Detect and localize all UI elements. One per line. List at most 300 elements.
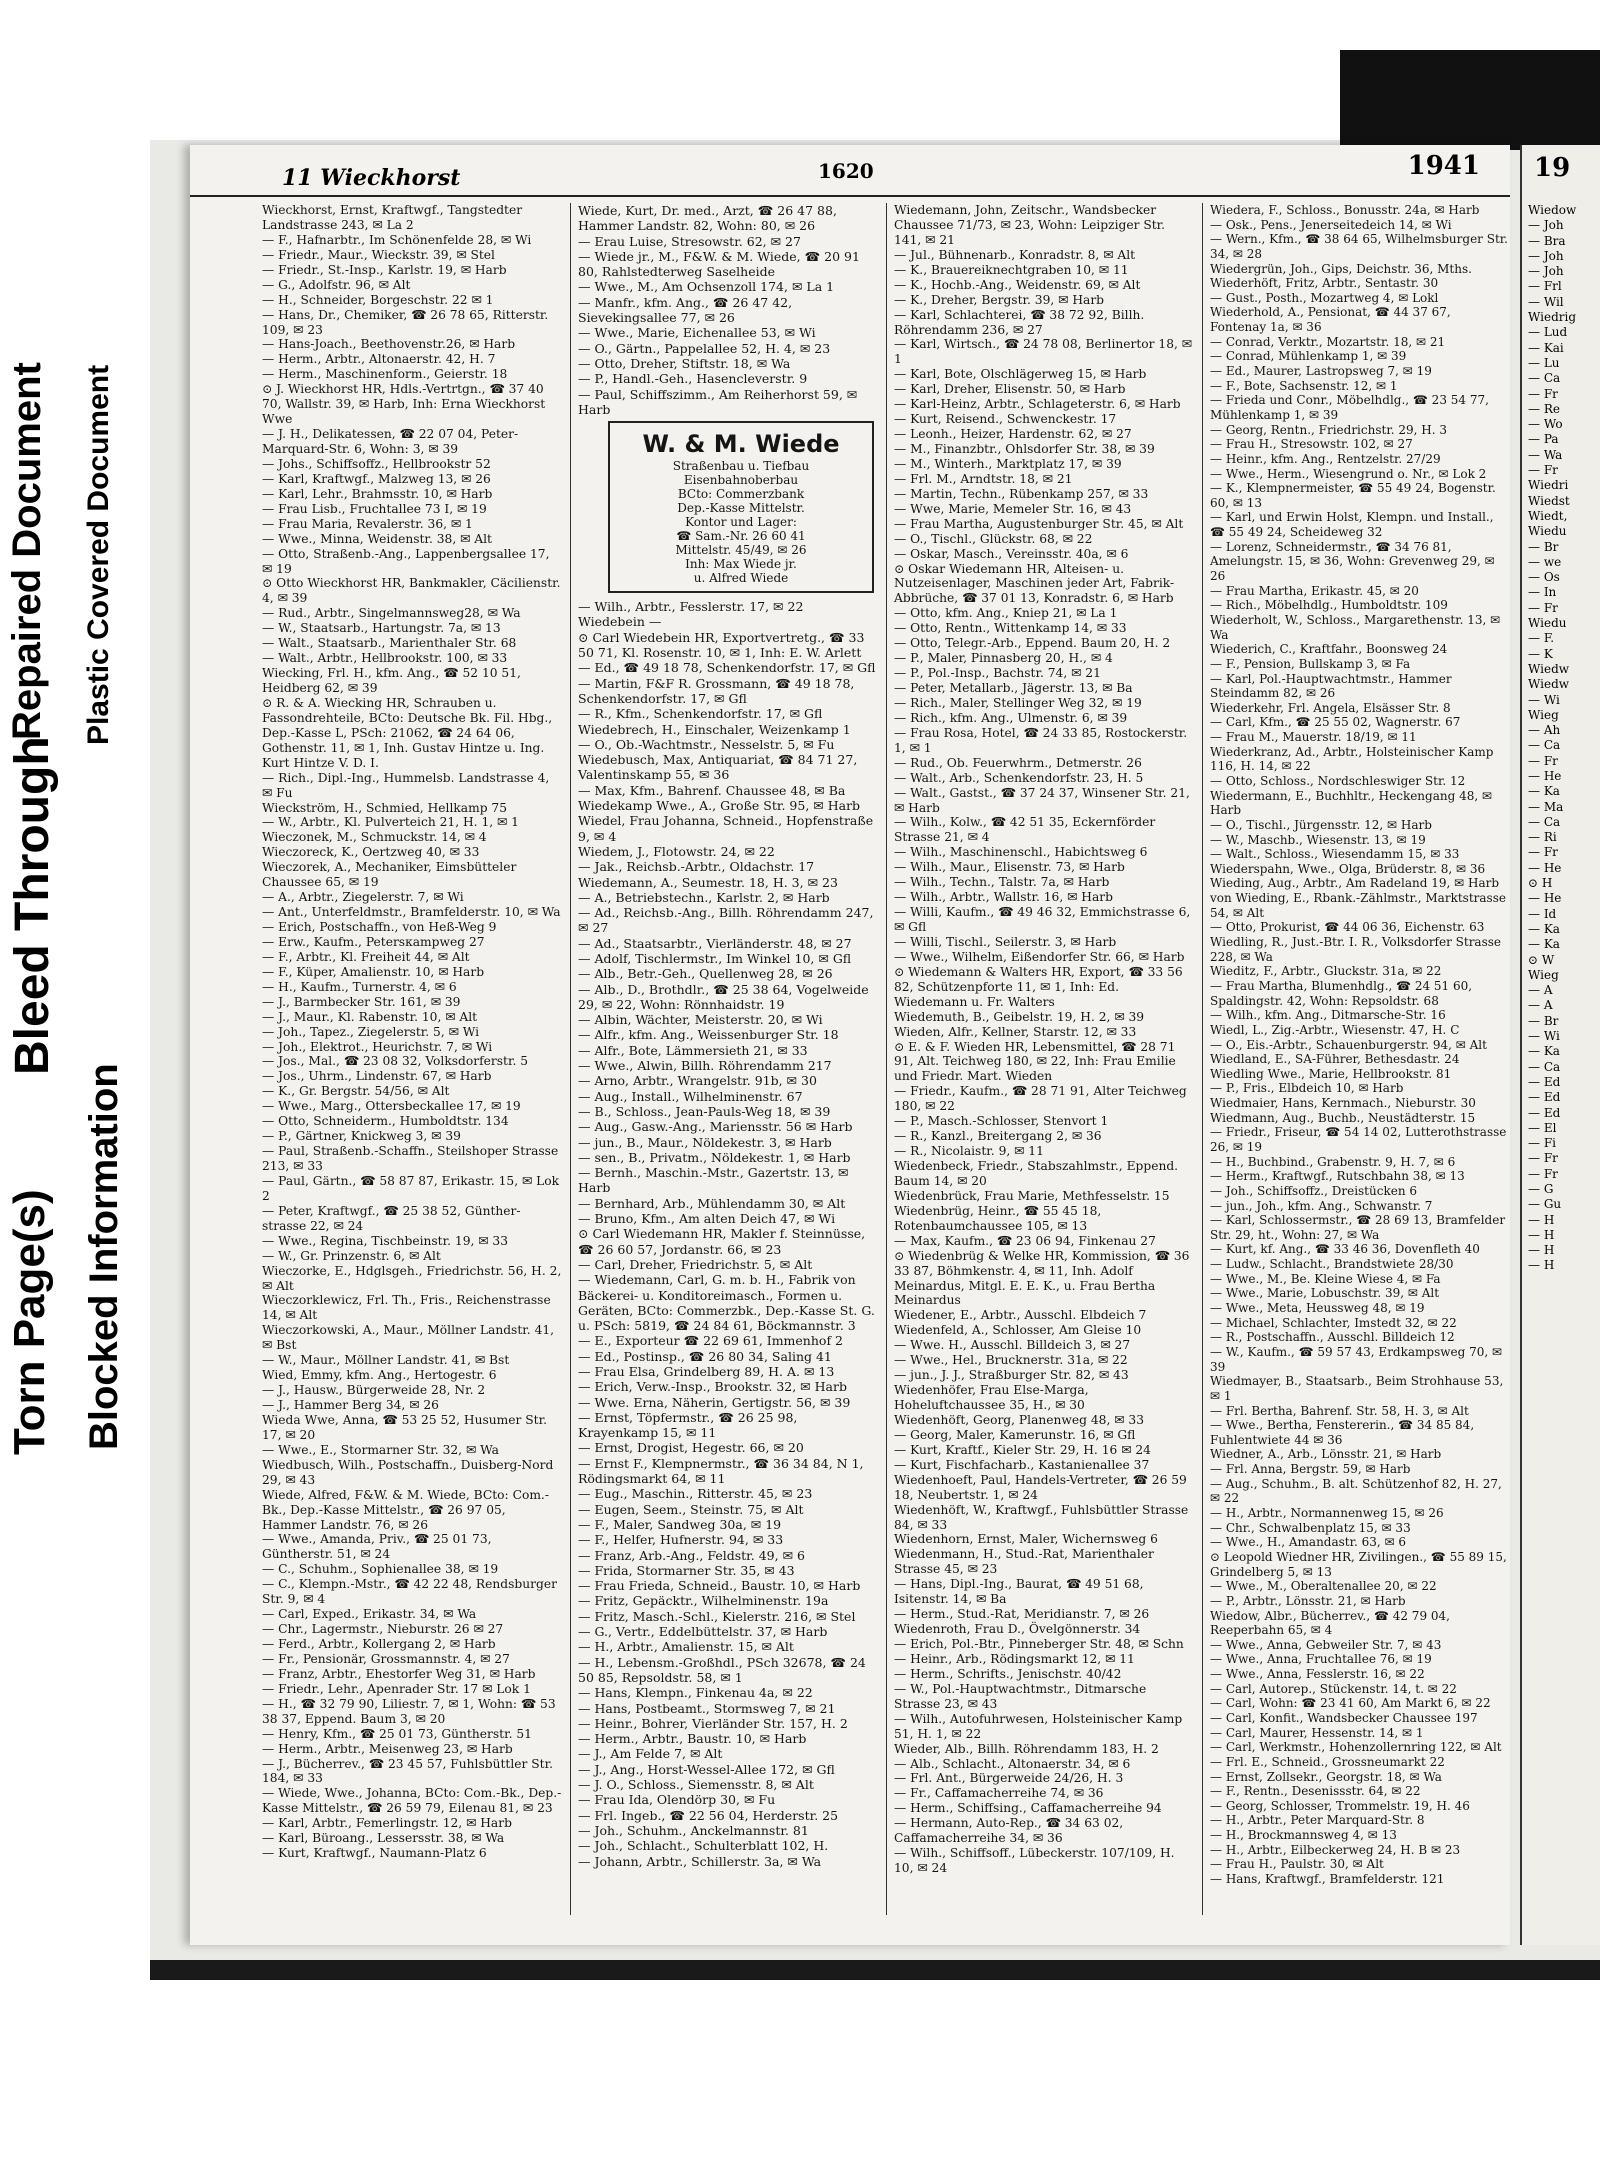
directory-entry: Wiederhöft, Fritz, Arbtr., Sentastr. 30: [1210, 276, 1439, 291]
directory-entry: — O., Gärtn., Pappelallee 52, H. 4, ✉ 23: [578, 340, 831, 356]
directory-entry: — W., Pol.-Hauptwachtmstr., Ditmarsche Strasse 23, ✉ 43: [894, 1681, 1147, 1711]
directory-entry: — Johann, Arbtr., Schillerstr. 3a, ✉ Wa: [578, 1853, 822, 1869]
directory-entry: — Alb., Schlacht., Altonaerstr. 34, ✉ 6: [894, 1756, 1131, 1771]
directory-entry: — Walt., Arbtr., Hellbrookstr. 100, ✉ 33: [262, 651, 508, 666]
directory-entry: — Frieda und Conr., Möbelhdlg., ☎ 23 54 77, Mühlenkamp 1, ✉ 39: [1210, 393, 1489, 422]
directory-entry: — O., Tischl., Jürgensstr. 12, ✉ Harb: [1210, 817, 1432, 832]
directory-entry: Wiedmayer, B., Staatsarb., Beim Strohhause 53, ✉ 1: [1210, 1374, 1504, 1403]
directory-entry: — K., Brauereiknechtgraben 10, ✉ 11: [894, 262, 1129, 277]
directory-entry: — Frau Martha, Blumenhdlg., ☎ 24 51 60, Spaldingstr. 42, Wohn: Repsoldstr. 68: [1210, 978, 1473, 1008]
adjacent-page-line: — Lu: [1528, 355, 1560, 370]
directory-entry: — Wwe., Anna, Fesslerstr. 16, ✉ 22: [1210, 1667, 1425, 1682]
directory-entry: — Wwe., Amanda, Priv., ☎ 25 01 73, Güntherstr. 51, ✉ 24: [262, 1532, 492, 1562]
directory-entry: — Walt., Schloss., Wiesendamm 15, ✉ 33: [1210, 847, 1460, 862]
directory-entry: Wieding, Aug., Arbtr., Am Radeland 19, ✉ Harb: [1210, 876, 1500, 891]
directory-entry: — Wwe, Marie, Memeler Str. 16, ✉ 43: [894, 501, 1132, 516]
adjacent-page-line: — H: [1528, 1258, 1555, 1273]
advertisement-box: [608, 421, 874, 593]
directory-entry: — Michael, Schlachter, Imstedt 32, ✉ 22: [1210, 1315, 1457, 1330]
advertisement-line: Straßenbau u. Tiefbau: [672, 459, 810, 474]
directory-entry: Wiecking, Frl. H., kfm. Ang., ☎ 52 10 51, Heidberg 62, ✉ 39: [262, 666, 521, 695]
directory-entry: — Georg, Rentn., Friedrichstr. 29, H. 3: [1210, 422, 1447, 437]
directory-entry: — Carl, Dreher, Friedrichstr. 5, ✉ Alt: [578, 1256, 813, 1272]
directory-entry: — Willi, Kaufm., ☎ 49 46 32, Emmichstrasse 6, ✉ Gfl: [894, 905, 1191, 934]
directory-entry: Wiederholt, W., Schloss., Margarethenstr. 13, ✉ Wa: [1210, 612, 1501, 642]
directory-entry: Wiedemann, A., Seumestr. 18, H. 3, ✉ 23: [578, 874, 838, 890]
directory-entry: — Peter, Metallarb., Jägerstr. 13, ✉ Ba: [894, 681, 1133, 695]
directory-entry: — Aug., Gasw.-Ang., Mariensstr. 56 ✉ Harb: [578, 1119, 853, 1135]
directory-entry: Wieckhorst, Ernst, Kraftwgf., Tangstedter Landstrasse 243, ✉ La 2: [262, 203, 523, 232]
directory-entry: — Carl, Kfm., ☎ 25 55 02, Wagnerstr. 67: [1210, 715, 1461, 730]
directory-entry: — P., Masch.-Schlosser, Stenvort 1: [894, 1114, 1109, 1129]
directory-entry: — Otto, Prokurist, ☎ 44 06 36, Eichenstr. 63: [1210, 920, 1485, 935]
directory-entry: — Wwe., M., Be. Kleine Wiese 4, ✉ Fa: [1210, 1271, 1441, 1286]
directory-entry: — Bernhard, Arb., Mühlendamm 30, ✉ Alt: [578, 1195, 846, 1211]
adjacent-page-line: — Ed: [1528, 1074, 1561, 1089]
directory-entry: — Peter, Kraftwgf., ☎ 25 38 52, Günther-strasse 22, ✉ 24: [262, 1203, 521, 1233]
adjacent-page-line: — El: [1528, 1120, 1557, 1135]
adjacent-page-line: — Ri: [1528, 830, 1557, 845]
column-2: [578, 203, 878, 1869]
directory-entry: — M., Winterh., Marktplatz 17, ✉ 39: [894, 456, 1122, 471]
scan-edge-top-right: [1340, 50, 1600, 150]
directory-entry: Wieczoreck, K., Oertzweg 40, ✉ 33: [262, 845, 480, 860]
directory-entry: — Kurt, kf. Ang., ☎ 33 46 36, Dovenfleth 40: [1210, 1242, 1480, 1257]
directory-entry: — Joh., Schuhm., Anckelmannstr. 81: [578, 1822, 809, 1838]
directory-entry: — P., Handl.-Geh., Hasencleverstr. 9: [578, 371, 808, 387]
directory-entry: — Ernst, Töpfermstr., ☎ 26 25 98, Krayenkamp 15, ✉ 11: [578, 1409, 798, 1441]
directory-entry: Wiederhold, A., Pensionat, ☎ 44 37 67, Fontenay 1a, ✉ 36: [1210, 305, 1451, 335]
directory-entry: — H., Brockmannsweg 4, ✉ 13: [1210, 1828, 1397, 1843]
directory-entry: — Frau Rosa, Hotel, ☎ 24 33 85, Rostockerstr. 1, ✉ 1: [894, 725, 1188, 755]
directory-entry: ⊙ Carl Wiedebein HR, Exportvertretg., ☎ 33 50 71, Kl. Rosenstr. 10, ✉ 1, Inh: E. W. Arlett: [578, 629, 865, 661]
directory-entry: Wied, Emmy, kfm. Ang., Hertogestr. 6: [262, 1368, 497, 1383]
directory-entry: Wiedenhöft, Georg, Planenweg 48, ✉ 33: [894, 1412, 1145, 1427]
adjacent-page-line: — Ah: [1528, 723, 1561, 738]
adjacent-page-line: — Ca: [1528, 371, 1561, 386]
adjacent-page-line: — Os: [1528, 570, 1560, 585]
directory-entry: Wiedling Wwe., Marie, Hellbrookstr. 81: [1210, 1066, 1452, 1081]
directory-entry: — F., Bote, Sachsenstr. 12, ✉ 1: [1210, 378, 1398, 393]
directory-entry: ⊙ E. & F. Wieden HR, Lebensmittel, ☎ 28 71 91, Alt. Teichweg 180, ✉ 22, Inh: Frau Emilie und Friedr. Mart. Wieden: [894, 1039, 1176, 1084]
adjacent-page-line: — A: [1528, 983, 1553, 998]
directory-entry: — Otto, Rentn., Wittenkamp 14, ✉ 33: [894, 621, 1127, 636]
directory-entry: — Jak., Reichsb.-Arbtr., Oldachstr. 17: [578, 859, 815, 875]
directory-entry: — Herm., Stud.-Rat, Meridianstr. 7, ✉ 26: [894, 1607, 1150, 1622]
adjacent-page-fragment: [1520, 145, 1600, 1945]
directory-entry: — Kurt, Kraftf., Kieler Str. 29, H. 16 ✉ 24: [894, 1442, 1151, 1457]
adjacent-page-line: — Fr: [1528, 1151, 1558, 1166]
directory-entry: ⊙ Wiedenbrüg & Welke HR, Kommission, ☎ 36 33 87, Böhmkenstr. 4, ✉ 11, Inh. Adolf Meinardus, Mitgl. E. E. K., u. Frau Bertha Meinardus: [894, 1248, 1190, 1308]
directory-entry: — Wwe., Herm., Wiesengrund o. Nr., ✉ Lok 2: [1210, 466, 1487, 481]
directory-entry: Wiedemann, John, Zeitschr., Wandsbecker Chaussee 71/73, ✉ 23, Wohn: Leipziger Str. 141, ✉ 21: [894, 203, 1166, 247]
directory-entry: Wieczonek, M., Schmuckstr. 14, ✉ 4: [262, 830, 487, 845]
adjacent-page-line: Wiedst: [1528, 493, 1570, 508]
directory-entry: — Carl, Konfit., Wandsbecker Chaussee 197: [1210, 1710, 1478, 1725]
directory-entry: — Rich., Möbelhdlg., Humboldtstr. 109: [1210, 598, 1448, 613]
directory-entry: Wiede, Alfred, F&W. & M. Wiede, BCto: Com.-Bk., Dep.-Kasse Mittelstr., ☎ 26 97 05, Hammer Landstr. 76, ✉ 26: [262, 1487, 549, 1532]
directory-entry: — Erich, Verw.-Insp., Brookstr. 32, ✉ Harb: [578, 1379, 847, 1395]
adjacent-page-line: — H: [1528, 1212, 1555, 1227]
directory-entry: — Wilh., Autofuhrwesen, Holsteinischer Kamp 51, H. 1, ✉ 22: [894, 1711, 1183, 1741]
directory-entry: Wiedenhorn, Ernst, Maler, Wichernsweg 6: [894, 1532, 1158, 1547]
page-number: 1620: [818, 159, 874, 183]
column-rule: [1202, 203, 1203, 1915]
advertisement-line: ☎ Sam.-Nr. 26 60 41: [676, 529, 806, 544]
directory-entry: — Walt., Arb., Schenkendorfstr. 23, H. 5: [894, 770, 1144, 785]
page-header: [190, 145, 1510, 197]
directory-entry: — Karl, Büroang., Lessersstr. 38, ✉ Wa: [262, 1831, 505, 1846]
directory-entry: — F., Pension, Bullskamp 3, ✉ Fa: [1210, 656, 1411, 671]
directory-entry: ⊙ Leopold Wiedner HR, Zivilingen., ☎ 55 89 15, Grindelberg 5, ✉ 13: [1210, 1549, 1507, 1579]
adjacent-page-line: — Wi: [1528, 1029, 1560, 1044]
directory-entry: — M., Finanzbtr., Ohlsdorfer Str. 38, ✉ 39: [894, 442, 1155, 456]
directory-entry: — Frl. M., Arndtstr. 18, ✉ 21: [894, 471, 1073, 486]
directory-entry: — Bruno, Kfm., Am alten Deich 47, ✉ Wi: [578, 1211, 836, 1227]
directory-entry: Wieden, Alfr., Kellner, Starstr. 12, ✉ 33: [894, 1024, 1137, 1039]
adjacent-page-line: — Ka: [1528, 937, 1560, 952]
directory-entry: — Erw., Kaufm., Petersкampweg 27: [262, 934, 485, 949]
directory-entry: — Herm., Maschinenform., Geierstr. 18: [262, 367, 508, 382]
directory-entry: — Karl, Dreher, Elisenstr. 50, ✉ Harb: [894, 382, 1126, 397]
directory-entry: Wiedemuth, B., Geibelstr. 19, H. 2, ✉ 39: [894, 1009, 1145, 1024]
directory-entry: Wiedenmann, H., Stud.-Rat, Marienthaler Strasse 45, ✉ 23: [894, 1547, 1154, 1577]
adjacent-page-line: Wiedu: [1528, 616, 1567, 631]
directory-entry: — Arno, Arbtr., Wrangelstr. 91b, ✉ 30: [578, 1073, 817, 1089]
directory-entry: — F., Küper, Amalienstr. 10, ✉ Harb: [262, 964, 485, 979]
adjacent-page-line: — Frl: [1528, 279, 1562, 294]
adjacent-page-line: Wiedw: [1528, 677, 1570, 692]
directory-entry: Wiedenhöft, W., Kraftwgf., Fuhlsbüttler Strasse 84, ✉ 33: [894, 1502, 1189, 1532]
adjacent-page-line: — Wi: [1528, 692, 1560, 707]
directory-entry: — Hans, Dr., Chemiker, ☎ 26 78 65, Ritterstr. 109, ✉ 23: [262, 307, 549, 337]
directory-entry: — Wwe., Marg., Ottersbeckallee 17, ✉ 19: [262, 1099, 521, 1114]
directory-entry: — O., Tischl., Glückstr. 68, ✉ 22: [894, 531, 1093, 546]
directory-entry: — Frau H., Stresowstr. 102, ✉ 27: [1210, 437, 1413, 452]
directory-entry: — Ernst, Drogist, Hegestr. 66, ✉ 20: [578, 1440, 804, 1456]
directory-entry: — R., Nicolaistr. 9, ✉ 11: [894, 1144, 1044, 1159]
directory-entry: — jun., B., Maur., Nöldekestr. 3, ✉ Harb: [578, 1134, 832, 1150]
directory-entry: — J. O., Schloss., Siemensstr. 8, ✉ Alt: [578, 1777, 814, 1793]
directory-entry: — Frl. Ant., Bürgerweide 24/26, H. 3: [894, 1771, 1124, 1786]
directory-entry: Wiedenbrüg, Heinr., ☎ 55 45 18, Rotenbaumchaussee 105, ✉ 13: [894, 1203, 1102, 1233]
directory-entry: — H., Kaufm., Turnerstr. 4, ✉ 6: [262, 979, 457, 994]
directory-entry: — W., Kaufm., ☎ 59 57 43, Erdkampsweg 70, ✉ 39: [1210, 1344, 1503, 1374]
directory-entry: — W., Gr. Prinzenstr. 6, ✉ Alt: [262, 1248, 441, 1263]
directory-entry: — Wwe., Anna, Gebweiler Str. 7, ✉ 43: [1210, 1637, 1442, 1652]
adjacent-page-line: — Joh: [1528, 218, 1564, 233]
directory-entry: — W., Staatsarb., Hartungstr. 7a, ✉ 13: [262, 621, 501, 636]
directory-entry: ⊙ J. Wieckhorst HR, Hdls.-Vertrtgn., ☎ 37 40 70, Wallstr. 39, ✉ Harb, Inh: Erna Wieckhorst Wwe: [262, 382, 546, 427]
adjacent-page-line: Wiedow: [1528, 203, 1577, 217]
directory-entry: — Jul., Bühnenarb., Konradstr. 8, ✉ Alt: [894, 247, 1136, 262]
directory-entry: Wiederkehr, Frl. Angela, Elsässer Str. 8: [1210, 700, 1451, 715]
directory-entry: — Wwe., Hel., Brucknerstr. 31a, ✉ 22: [894, 1353, 1128, 1368]
directory-entry: Wiedenhöfer, Frau Else-Marga, Hoheluftchaussee 35, H., ✉ 30: [894, 1383, 1089, 1412]
directory-entry: — Martin, Techn., Rübenkamp 257, ✉ 33: [894, 486, 1149, 501]
directory-entry: — Ad., Staatsarbtr., Vierländerstr. 48, ✉ 27: [578, 935, 852, 951]
directory-entry: — W., Maur., Möllner Landstr. 41, ✉ Bst: [262, 1353, 510, 1368]
directory-entry: — R., Kfm., Schenkendorfstr. 17, ✉ Gfl: [578, 706, 823, 722]
directory-entry: — Jos., Mal., ☎ 23 08 32, Volksdorferstr. 5: [262, 1054, 529, 1069]
directory-entry: — Ad., Reichsb.-Ang., Billh. Röhrendamm 247, ✉ 27: [578, 905, 874, 936]
directory-entry: — Wwe., Meta, Heussweg 48, ✉ 19: [1210, 1301, 1425, 1316]
directory-entry: — Alb., Betr.-Geh., Quellenweg 28, ✉ 26: [578, 966, 833, 982]
adjacent-page-line: — Ka: [1528, 784, 1560, 799]
directory-entry: — P., Pol.-Insp., Bachstr. 74, ✉ 21: [894, 666, 1101, 681]
directory-entry: — Otto, kfm. Ang., Kniep 21, ✉ La 1: [894, 606, 1118, 621]
directory-entry: — Wwe., Minna, Weidenstr. 38, ✉ Alt: [262, 531, 492, 546]
directory-entry: — Hans-Joach., Beethovenstr.26, ✉ Harb: [262, 337, 516, 352]
directory-entry: — jun., Joh., kfm. Ang., Schwanstr. 7: [1210, 1198, 1433, 1213]
directory-entry: — Karl, Bote, Olschlägerweg 15, ✉ Harb: [894, 367, 1147, 382]
directory-entry: — Karl, und Erwin Holst, Klempn. und Install., ☎ 55 49 24, Scheideweg 32: [1210, 510, 1494, 540]
directory-entry: Wieczorek, A., Mechaniker, Eimsbütteler Chaussee 65, ✉ 19: [262, 860, 517, 890]
adjacent-page-line: — Ca: [1528, 814, 1561, 829]
directory-entry: Wiedekamp Wwe., A., Große Str. 95, ✉ Harb: [578, 798, 861, 814]
directory-entry: — Friedr., Maur., Wieckstr. 39, ✉ Stel: [262, 247, 495, 262]
adjacent-page-lines: [1522, 203, 1576, 1274]
adjacent-page-line: — He: [1528, 768, 1562, 783]
directory-entry: ⊙ Wiedemann & Walters HR, Export, ☎ 33 56 82, Schützenpforte 11, ✉ 1, Inh: Ed. Wiedemann u. Fr. Walters: [894, 964, 1183, 1009]
directory-entry: — Frau H., Paulstr. 30, ✉ Alt: [1210, 1857, 1384, 1872]
directory-entry: — C., Schuhm., Sophienallee 38, ✉ 19: [262, 1562, 499, 1577]
directory-entry: — Rud., Ob. Feuerwhrm., Detmerstr. 26: [894, 755, 1142, 770]
adjacent-page-line: — Ed: [1528, 1105, 1561, 1120]
directory-entry: — Paul, Gärtn., ☎ 58 87 87, Erikastr. 15, ✉ Lok 2: [262, 1173, 560, 1203]
directory-entry: — Herm., Arbtr., Altonaerstr. 42, H. 7: [262, 352, 496, 367]
directory-entry: Wiedmaier, Hans, Kernmach., Nieburstr. 30: [1210, 1096, 1476, 1111]
directory-entry: — Frl. E., Schneid., Grossneumarkt 22: [1210, 1754, 1445, 1769]
directory-entry: Wiedel, Frau Johanna, Schneid., Hopfenstraße 9, ✉ 4: [578, 813, 874, 844]
advertisement-line: Dep.-Kasse Mittelstr.: [677, 501, 805, 516]
directory-entry: — F., Maler, Sandweg 30a, ✉ 19: [578, 1516, 782, 1532]
directory-entry: — Ant., Unterfeldmstr., Bramfelderstr. 10, ✉ Wa: [262, 905, 561, 920]
directory-entry: — H., Arbtr., Eilbeckerweg 24, H. B ✉ 23: [1210, 1842, 1461, 1857]
adjacent-page-line: — Fr: [1528, 463, 1558, 478]
adjacent-page-line: — He: [1528, 860, 1562, 875]
directory-entry: — Walt., Staatsarb., Marienthaler Str. 68: [262, 636, 517, 651]
adjacent-page-line: — Gu: [1528, 1197, 1562, 1212]
directory-entry: von Wieding, E., Rbank.-Zählmstr., Marktstrasse 54, ✉ Alt: [1210, 891, 1506, 920]
adjacent-page-line: Wiedrig: [1528, 310, 1576, 325]
directory-entry: — Wwe., E., Stormarner Str. 32, ✉ Wa: [262, 1442, 499, 1457]
directory-entry: — Herm., Arbtr., Baustr. 10, ✉ Harb: [578, 1731, 807, 1747]
directory-entry: — P., Gärtner, Knickweg 3, ✉ 39: [262, 1129, 461, 1144]
directory-entry: — Manfr., kfm. Ang., ☎ 26 47 42, Sievekingsallee 77, ✉ 26: [578, 294, 793, 326]
directory-entry: — Joh., Schiffsoffz., Dreistücken 6: [1210, 1183, 1418, 1198]
label-plastic-covered-document: Plastic Covered Document: [82, 364, 115, 745]
directory-entry: — Friedr., St.-Insp., Karlstr. 19, ✉ Harb: [262, 262, 507, 277]
directory-entry: — Conrad, Mühlenkamp 1, ✉ 39: [1210, 349, 1407, 364]
directory-entry: Wiederkranz, Ad., Arbtr., Holsteinischer Kamp 116, H. 14, ✉ 22: [1210, 744, 1494, 774]
directory-entry: — R., Postschaffn., Ausschl. Billdeich 12: [1210, 1330, 1455, 1345]
column-rule: [570, 203, 571, 1915]
advertisement-line: Mittelstr. 45/49, ✉ 26: [675, 543, 807, 558]
directory-entry: Wiedebusch, Max, Antiquariat, ☎ 84 71 27, Valentinskamp 55, ✉ 36: [578, 752, 858, 783]
directory-entry: Wiedenbrück, Frau Marie, Methfesselstr. 15: [894, 1188, 1170, 1203]
directory-entry: — Max, Kaufm., ☎ 23 06 94, Finkenau 27: [894, 1233, 1156, 1248]
directory-entry: — J., Hammer Berg 34, ✉ 26: [262, 1398, 439, 1412]
directory-entry: — Frida, Stormarner Str. 35, ✉ 43: [578, 1562, 795, 1578]
directory-entry: — Wilh., Schiffsoff., Lübeckerstr. 107/109, H. 10, ✉ 24: [894, 1846, 1175, 1876]
directory-entry: — Ferd., Arbtr., Kollergang 2, ✉ Harb: [262, 1637, 496, 1651]
adjacent-page-line: — H: [1528, 1243, 1555, 1258]
directory-entry: — Otto, Dreher, Stiftstr. 18, ✉ Wa: [578, 355, 791, 371]
directory-entry: — Frau Frieda, Schneid., Baustr. 10, ✉ Harb: [578, 1578, 861, 1594]
label-bleed-through: Bleed Through: [6, 736, 59, 1075]
adjacent-page-line: — Br: [1528, 1013, 1559, 1028]
directory-entry: — Carl, Exped., Erikastr. 34, ✉ Wa: [262, 1607, 477, 1622]
directory-entry: — Fr., Pensionär, Grossmannstr. 4, ✉ 27: [262, 1651, 510, 1666]
adjacent-page-line: — Fr: [1528, 753, 1558, 768]
directory-entry: — Frau Elsa, Grindelberg 89, H. A. ✉ 13: [578, 1364, 835, 1379]
adjacent-page-line: ⊙ W: [1528, 952, 1555, 967]
directory-entry: — Otto, Telegr.-Arb., Eppend. Baum 20, H. 2: [894, 636, 1171, 651]
directory-entry: — Karl, Arbtr., Femerlingstr. 12, ✉ Harb: [262, 1816, 512, 1831]
directory-entry: — Alb., D., Brothdlr., ☎ 25 38 64, Vogelweide 29, ✉ 22, Wohn: Rönnhaidstr. 19: [578, 981, 869, 1012]
directory-entry: — W., Arbtr., Kl. Pulverteich 21, H. 1, ✉ 1: [262, 815, 519, 830]
directory-entry: — Georg, Schlosser, Trommelstr. 19, H. 46: [1210, 1798, 1470, 1813]
adjacent-page-line: — Bra: [1528, 233, 1566, 248]
adjacent-page-line: — Fr: [1528, 1166, 1558, 1181]
directory-entry: — Franz, Arb.-Ang., Feldstr. 49, ✉ 6: [578, 1547, 805, 1563]
directory-entry: — Wwe., Regina, Tischbeinstr. 19, ✉ 33: [262, 1233, 509, 1248]
directory-entry: — Rud., Arbtr., Singelmannsweg28, ✉ Wa: [262, 606, 521, 621]
directory-entry: — Frau Ida, Olendörp 30, ✉ Fu: [578, 1792, 776, 1808]
directory-entry: — Kurt, Fischfacharb., Kastanienallee 37: [894, 1457, 1150, 1472]
directory-entry: — Wilh., Arbtr., Fesslerstr. 17, ✉ 22: [578, 599, 804, 615]
directory-entry: Wiedenroth, Frau D., Övelgönnerstr. 34: [894, 1622, 1141, 1637]
directory-entry: — Karl, Wirtsch., ☎ 24 78 08, Berlinertor 18, ✉ 1: [894, 337, 1193, 367]
adjacent-page-line: — Wil: [1528, 294, 1564, 309]
directory-entry: Wiedener, E., Arbtr., Ausschl. Elbdeich 7: [894, 1308, 1147, 1323]
directory-entry: — Otto, Schneiderm., Humboldtstr. 134: [262, 1114, 509, 1129]
directory-entry: — Karl, Schlossermstr., ☎ 28 69 13, Bramfelder Str. 29, ht., Wohn: 27, ✉ Wa: [1210, 1213, 1506, 1242]
directory-entry: — Otto, Schloss., Nordschleswiger Str. 12: [1210, 773, 1466, 788]
column-3: [894, 203, 1194, 1876]
advertisement-line: u. Alfred Wiede: [693, 571, 789, 586]
directory-page: [190, 145, 1510, 1945]
directory-entry: Wiedem, J., Flotowstr. 24, ✉ 22: [578, 843, 775, 859]
directory-entry: — Frl. Ingeb., ☎ 22 56 04, Herderstr. 25: [578, 1807, 839, 1823]
directory-entry: — Karl, Pol.-Hauptwachtmstr., Hammer Steindamm 82, ✉ 26: [1210, 671, 1452, 701]
directory-entry: Wiederspahn, Wwe., Olga, Brüderstr. 8, ✉ 36: [1210, 861, 1486, 876]
directory-entry: — Friedr., Lehr., Apenrader Str. 17 ✉ Lok 1: [262, 1681, 531, 1696]
directory-entry: — Carl, Werkmstr., Hohenzollernring 122, ✉ Alt: [1210, 1740, 1502, 1755]
adjacent-page-line: ⊙ H: [1528, 876, 1553, 891]
column-1: [262, 203, 562, 1861]
directory-entry: — H., Arbtr., Normannenweg 15, ✉ 26: [1210, 1506, 1444, 1521]
directory-entry: — E., Exporteur ☎ 22 69 61, Immenhof 2: [578, 1333, 843, 1349]
directory-entry: — O., Eis.-Arbtr., Schauenburgerstr. 94, ✉ Alt: [1210, 1037, 1487, 1052]
directory-entry: — H., ☎ 32 79 90, Liliestr. 7, ✉ 1, Wohn: ☎ 53 38 37, Eppend. Baum 3, ✉ 20: [262, 1696, 556, 1726]
directory-entry: — Aug., Install., Wilhelminenstr. 67: [578, 1088, 803, 1104]
adjacent-page-line: — Kai: [1528, 340, 1564, 355]
directory-entry: — Ed., Maurer, Lastropsweg 7, ✉ 19: [1210, 364, 1432, 379]
directory-entry: — Wwe., Anna, Fruchtallee 76, ✉ 19: [1210, 1652, 1432, 1667]
advertisement-line: Eisenbahnoberbau: [683, 473, 799, 488]
directory-entry: — Ludw., Schlacht., Brandstwiete 28/30: [1210, 1257, 1454, 1272]
directory-entry: Wiedermann, E., Buchhltr., Heckengang 48, ✉ Harb: [1210, 788, 1493, 818]
adjacent-page-line: — Fr: [1528, 386, 1558, 401]
directory-entry: — Frl. Anna, Bergstr. 59, ✉ Harb: [1210, 1462, 1411, 1477]
directory-entry: Wiedebrech, H., Einschaler, Weizenkamp 1: [578, 721, 851, 737]
adjacent-page-line: — H: [1528, 1227, 1555, 1242]
directory-entry: Wiedmann, Aug., Buchb., Neustädterstr. 15: [1210, 1110, 1476, 1125]
directory-entry: — H., Buchbind., Grabenstr. 9, H. 7, ✉ 6: [1210, 1154, 1456, 1169]
directory-entry: — Martin, F&F R. Grossmann, ☎ 49 18 78, Schenkendorfstr. 17, ✉ Gfl: [578, 675, 855, 706]
directory-entry: — H., Arbtr., Amalienstr. 15, ✉ Alt: [578, 1639, 794, 1655]
directory-entry: Wieder, Alb., Billh. Röhrendamm 183, H. 2: [894, 1741, 1159, 1756]
directory-entry: — Conrad, Verktr., Mozartstr. 18, ✉ 21: [1210, 334, 1446, 349]
directory-entry: — G., Vertr., Eddelbüttelstr. 37, ✉ Harb: [578, 1624, 828, 1640]
adjacent-page-line: — Ed: [1528, 1090, 1561, 1105]
adjacent-page-line: — Ca: [1528, 1059, 1561, 1074]
adjacent-page-line: Wiedw: [1528, 661, 1570, 676]
directory-entry: Wiederich, C., Kraftfahr., Boonsweg 24: [1210, 642, 1448, 657]
directory-entry: — Ed., ☎ 49 18 78, Schenkendorfstr. 17, ✉ Gfl: [578, 660, 876, 676]
directory-entry: — Bernh., Maschin.-Mstr., Gazertstr. 13, ✉ Harb: [578, 1165, 849, 1196]
adjacent-page-line: — Ka: [1528, 1044, 1560, 1059]
adjacent-page-line: Wieg: [1528, 707, 1559, 722]
directory-entry: — K., Dreher, Bergstr. 39, ✉ Harb: [894, 292, 1105, 307]
directory-entry: — Karl-Heinz, Arbtr., Schlageterstr. 6, ✉ Harb: [894, 397, 1181, 412]
advertisement-title: W. & M. Wiede: [642, 430, 840, 459]
directory-entry: — Wilh., Arbtr., Wallstr. 16, ✉ Harb: [894, 890, 1113, 905]
directory-entry: — Eugen, Seem., Steinstr. 75, ✉ Alt: [578, 1501, 804, 1517]
directory-entry: — K., Klempnermeister, ☎ 55 49 24, Bogenstr. 60, ✉ 13: [1210, 481, 1496, 510]
directory-entry: — Frau Martha, Augustenburger Str. 45, ✉ Alt: [894, 516, 1184, 531]
directory-entry: — Wwe., Marie, Lobuschstr. 39, ✉ Alt: [1210, 1286, 1440, 1301]
directory-entry: — Henry, Kfm., ☎ 25 01 73, Güntherstr. 51: [262, 1726, 532, 1741]
directory-entry: Wieczorklewicz, Frl. Th., Fris., Reichenstrasse 14, ✉ Alt: [262, 1293, 551, 1323]
adjacent-page-line: — Pa: [1528, 432, 1559, 447]
directory-entry: — Hans, Klempn., Finkenau 4a, ✉ 22: [578, 1685, 813, 1701]
directory-entry: — Gust., Posth., Mozartweg 4, ✉ Lokl: [1210, 290, 1439, 305]
directory-entry: Wieczorke, E., Hdglsgeh., Friedrichstr. 56, H. 2, ✉ Alt: [262, 1263, 562, 1293]
directory-entry: — H., Lebensm.-Großhdl., PSch 32678, ☎ 24 50 85, Repsoldstr. 58, ✉ 1: [578, 1654, 866, 1685]
directory-entry: — Herm., Kraftwgf., Rutschbahn 38, ✉ 13: [1210, 1169, 1465, 1184]
directory-entry: Wieczorkowski, A., Maur., Möllner Landstr. 41, ✉ Bst: [262, 1323, 555, 1353]
adjacent-page-line: — He: [1528, 891, 1562, 906]
directory-entry: — Heinr., kfm. Ang., Rentzelstr. 27/29: [1210, 451, 1441, 466]
advertisement-line: Inh: Max Wiede jr.: [685, 557, 797, 572]
directory-entry: — Wilh., Kolw., ☎ 42 51 35, Eckernförder Strasse 21, ✉ 4: [894, 815, 1156, 845]
directory-entry: — P., Fris., Elbdeich 10, ✉ Harb: [1210, 1081, 1404, 1096]
directory-entry: — K., Gr. Bergstr. 54/56, ✉ Alt: [262, 1084, 450, 1099]
directory-entry: — Georg, Maler, Kamerunstr. 16, ✉ Gfl: [894, 1427, 1136, 1442]
column-4: [1210, 203, 1510, 1887]
header-left: 11 Wieckhorst: [282, 165, 461, 191]
directory-entry: — Hans, Postbeamt., Stormsweg 7, ✉ 21: [578, 1700, 836, 1716]
directory-entry: — Wwe., Wilhelm, Eißendorfer Str. 66, ✉ Harb: [894, 949, 1185, 964]
directory-entry: — Walt., Gastst., ☎ 37 24 37, Winsener Str. 21, ✉ Harb: [894, 785, 1190, 815]
directory-entry: — Frau Maria, Revalerstr. 36, ✉ 1: [262, 516, 473, 531]
directory-entry: Wieditz, F., Arbtr., Gluckstr. 31a, ✉ 22: [1210, 964, 1442, 979]
adjacent-page-line: — Fr: [1528, 845, 1558, 860]
adjacent-page-line: — Ma: [1528, 799, 1564, 814]
directory-entry: — Frau Lisb., Fruchtallee 73 I, ✉ 19: [262, 501, 487, 516]
directory-entry: — Joh., Tapez., Ziegelerstr. 5, ✉ Wi: [262, 1024, 480, 1039]
adjacent-page-line: — Re: [1528, 401, 1560, 416]
directory-entry: — A., Arbtr., Ziegelerstr. 7, ✉ Wi: [262, 890, 464, 905]
directory-entry: — jun., J. J., Straßburger Str. 82, ✉ 43: [894, 1368, 1129, 1383]
directory-entry: Wiedbusch, Wilh., Postschaffn., Duisberg-Nord 29, ✉ 43: [262, 1457, 554, 1487]
adjacent-page-line: Wiedu: [1528, 524, 1567, 539]
directory-entry: — Wilh., Techn., Talstr. 7a, ✉ Harb: [894, 875, 1110, 890]
directory-entry: Wiedera, F., Schloss., Bonusstr. 24a, ✉ Harb: [1210, 203, 1480, 217]
